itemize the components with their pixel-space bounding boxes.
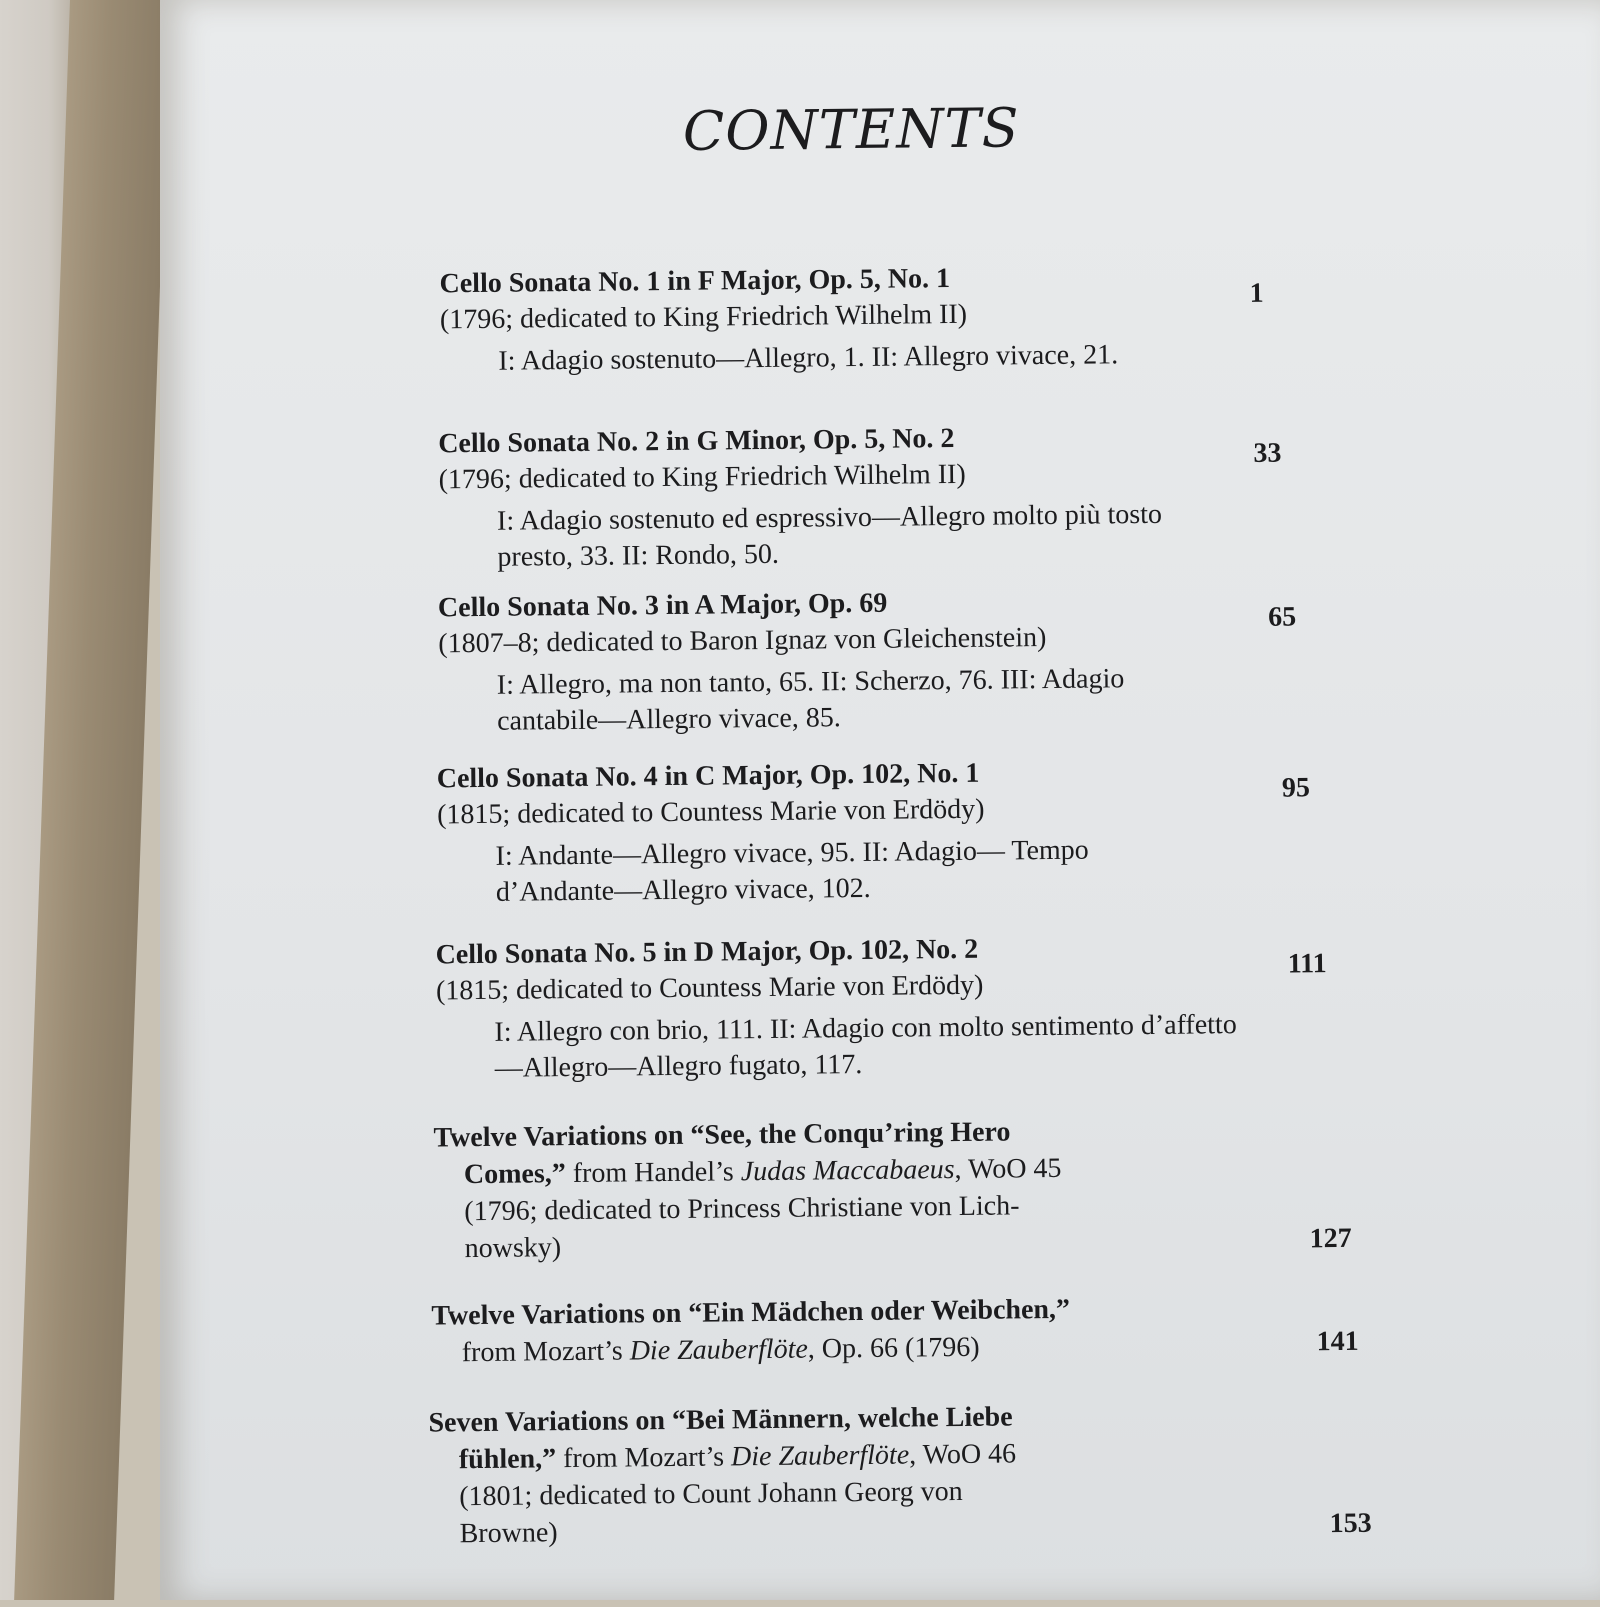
work-title: Judas Maccabaeus (740, 1154, 955, 1188)
entry-detail: Browne) (459, 1517, 558, 1550)
entry-heading: Cello Sonata No. 4 in C Major, Op. 102, No. 1 (436, 757, 980, 795)
page-title: CONTENTS (682, 96, 1020, 163)
entry-movements: I: Allegro con brio, 111. II: Adagio con molto sentimento d’affetto—Allegro—Allegro fugato, 117. (494, 1009, 1237, 1084)
toc-entry (433, 1110, 1352, 1267)
work-title: Die Zauberflöte (629, 1333, 808, 1367)
entry-detail: nowsky) (464, 1232, 562, 1265)
toc-entry (431, 1289, 1359, 1372)
entry-heading: Cello Sonata No. 5 in D Major, Op. 102, No. 2 (435, 933, 979, 971)
entry-heading: Twelve Variations on “Ein Mädchen oder Weibchen,” (431, 1293, 1071, 1332)
page-number: 33 (1253, 437, 1282, 469)
entry-detail: (1796; dedicated to King Friedrich Wilhelm II) (439, 298, 968, 336)
work-title: Die Zauberflöte (730, 1439, 910, 1473)
entry-detail: (1796; dedicated to Princess Christiane von Lich- (464, 1190, 1020, 1228)
entry-movements: I: Adagio sostenuto—Allegro, 1. II: Allegro vivace, 21. (498, 339, 1119, 377)
page-number: 141 (1316, 1325, 1359, 1358)
page-number: 1 (1249, 277, 1264, 309)
toc-entry (437, 751, 1399, 911)
toc-entry (439, 256, 1400, 380)
entry-detail: (1801; dedicated to Count Johann Georg von (459, 1475, 963, 1513)
toc-entry (428, 1396, 1372, 1553)
entry-detail-line (462, 1326, 1292, 1372)
entry-detail: (1796; dedicated to King Friedrich Wilhelm II) (438, 458, 966, 496)
page-number: 111 (1287, 948, 1327, 980)
entry-text: , WoO 46 (909, 1438, 1017, 1471)
entry-detail: (1815; dedicated to Countess Marie von Erdödy) (435, 969, 984, 1007)
entry-heading: Seven Variations on “Bei Männern, welche Liebe (428, 1401, 1013, 1439)
entry-heading: Twelve Variations on “See, the Conqu’ring Hero (433, 1116, 1011, 1154)
entry-heading-cont: fühlen,” (458, 1443, 557, 1476)
toc-entry (435, 927, 1397, 1087)
entry-text: from Mozart’s (461, 1335, 630, 1369)
page-number: 153 (1329, 1507, 1372, 1540)
entry-heading: Cello Sonata No. 3 in A Major, Op. 69 (437, 587, 888, 624)
page-number: 95 (1281, 772, 1311, 804)
entry-heading-cont: Comes,” (463, 1158, 566, 1191)
entry-text: , WoO 45 (954, 1152, 1062, 1186)
entry-text: , Op. 66 (1796) (807, 1331, 980, 1365)
toc-entry (438, 580, 1400, 740)
entry-text: from Mozart’s (555, 1441, 732, 1475)
page-number: 127 (1309, 1222, 1352, 1255)
entry-text: from Handel’s (565, 1156, 741, 1190)
entry-movements: I: Allegro, ma non tanto, 65. II: Scherzo, 76. III: Adagio cantabile—Allegro vivace, 85. (496, 663, 1125, 737)
entry-movements: I: Adagio sostenuto ed espressivo—Allegro molto più tosto presto, 33. II: Rondo, 50. (496, 498, 1163, 573)
entry-heading: Cello Sonata No. 1 in F Major, Op. 5, No. 1 (439, 263, 951, 300)
entry-detail: (1807–8; dedicated to Baron Ignaz von Gleichenstein) (438, 622, 1047, 660)
toc-entry (438, 416, 1400, 576)
entry-detail: (1815; dedicated to Countess Marie von Erdödy) (436, 793, 985, 831)
page-number: 65 (1267, 601, 1297, 633)
entry-movements: I: Andante—Allegro vivace, 95. II: Adagio— Tempo d’Andante—Allegro vivace, 102. (495, 834, 1089, 908)
book-page (160, 0, 1600, 1600)
entry-heading: Cello Sonata No. 2 in G Minor, Op. 5, No. 2 (438, 422, 955, 460)
